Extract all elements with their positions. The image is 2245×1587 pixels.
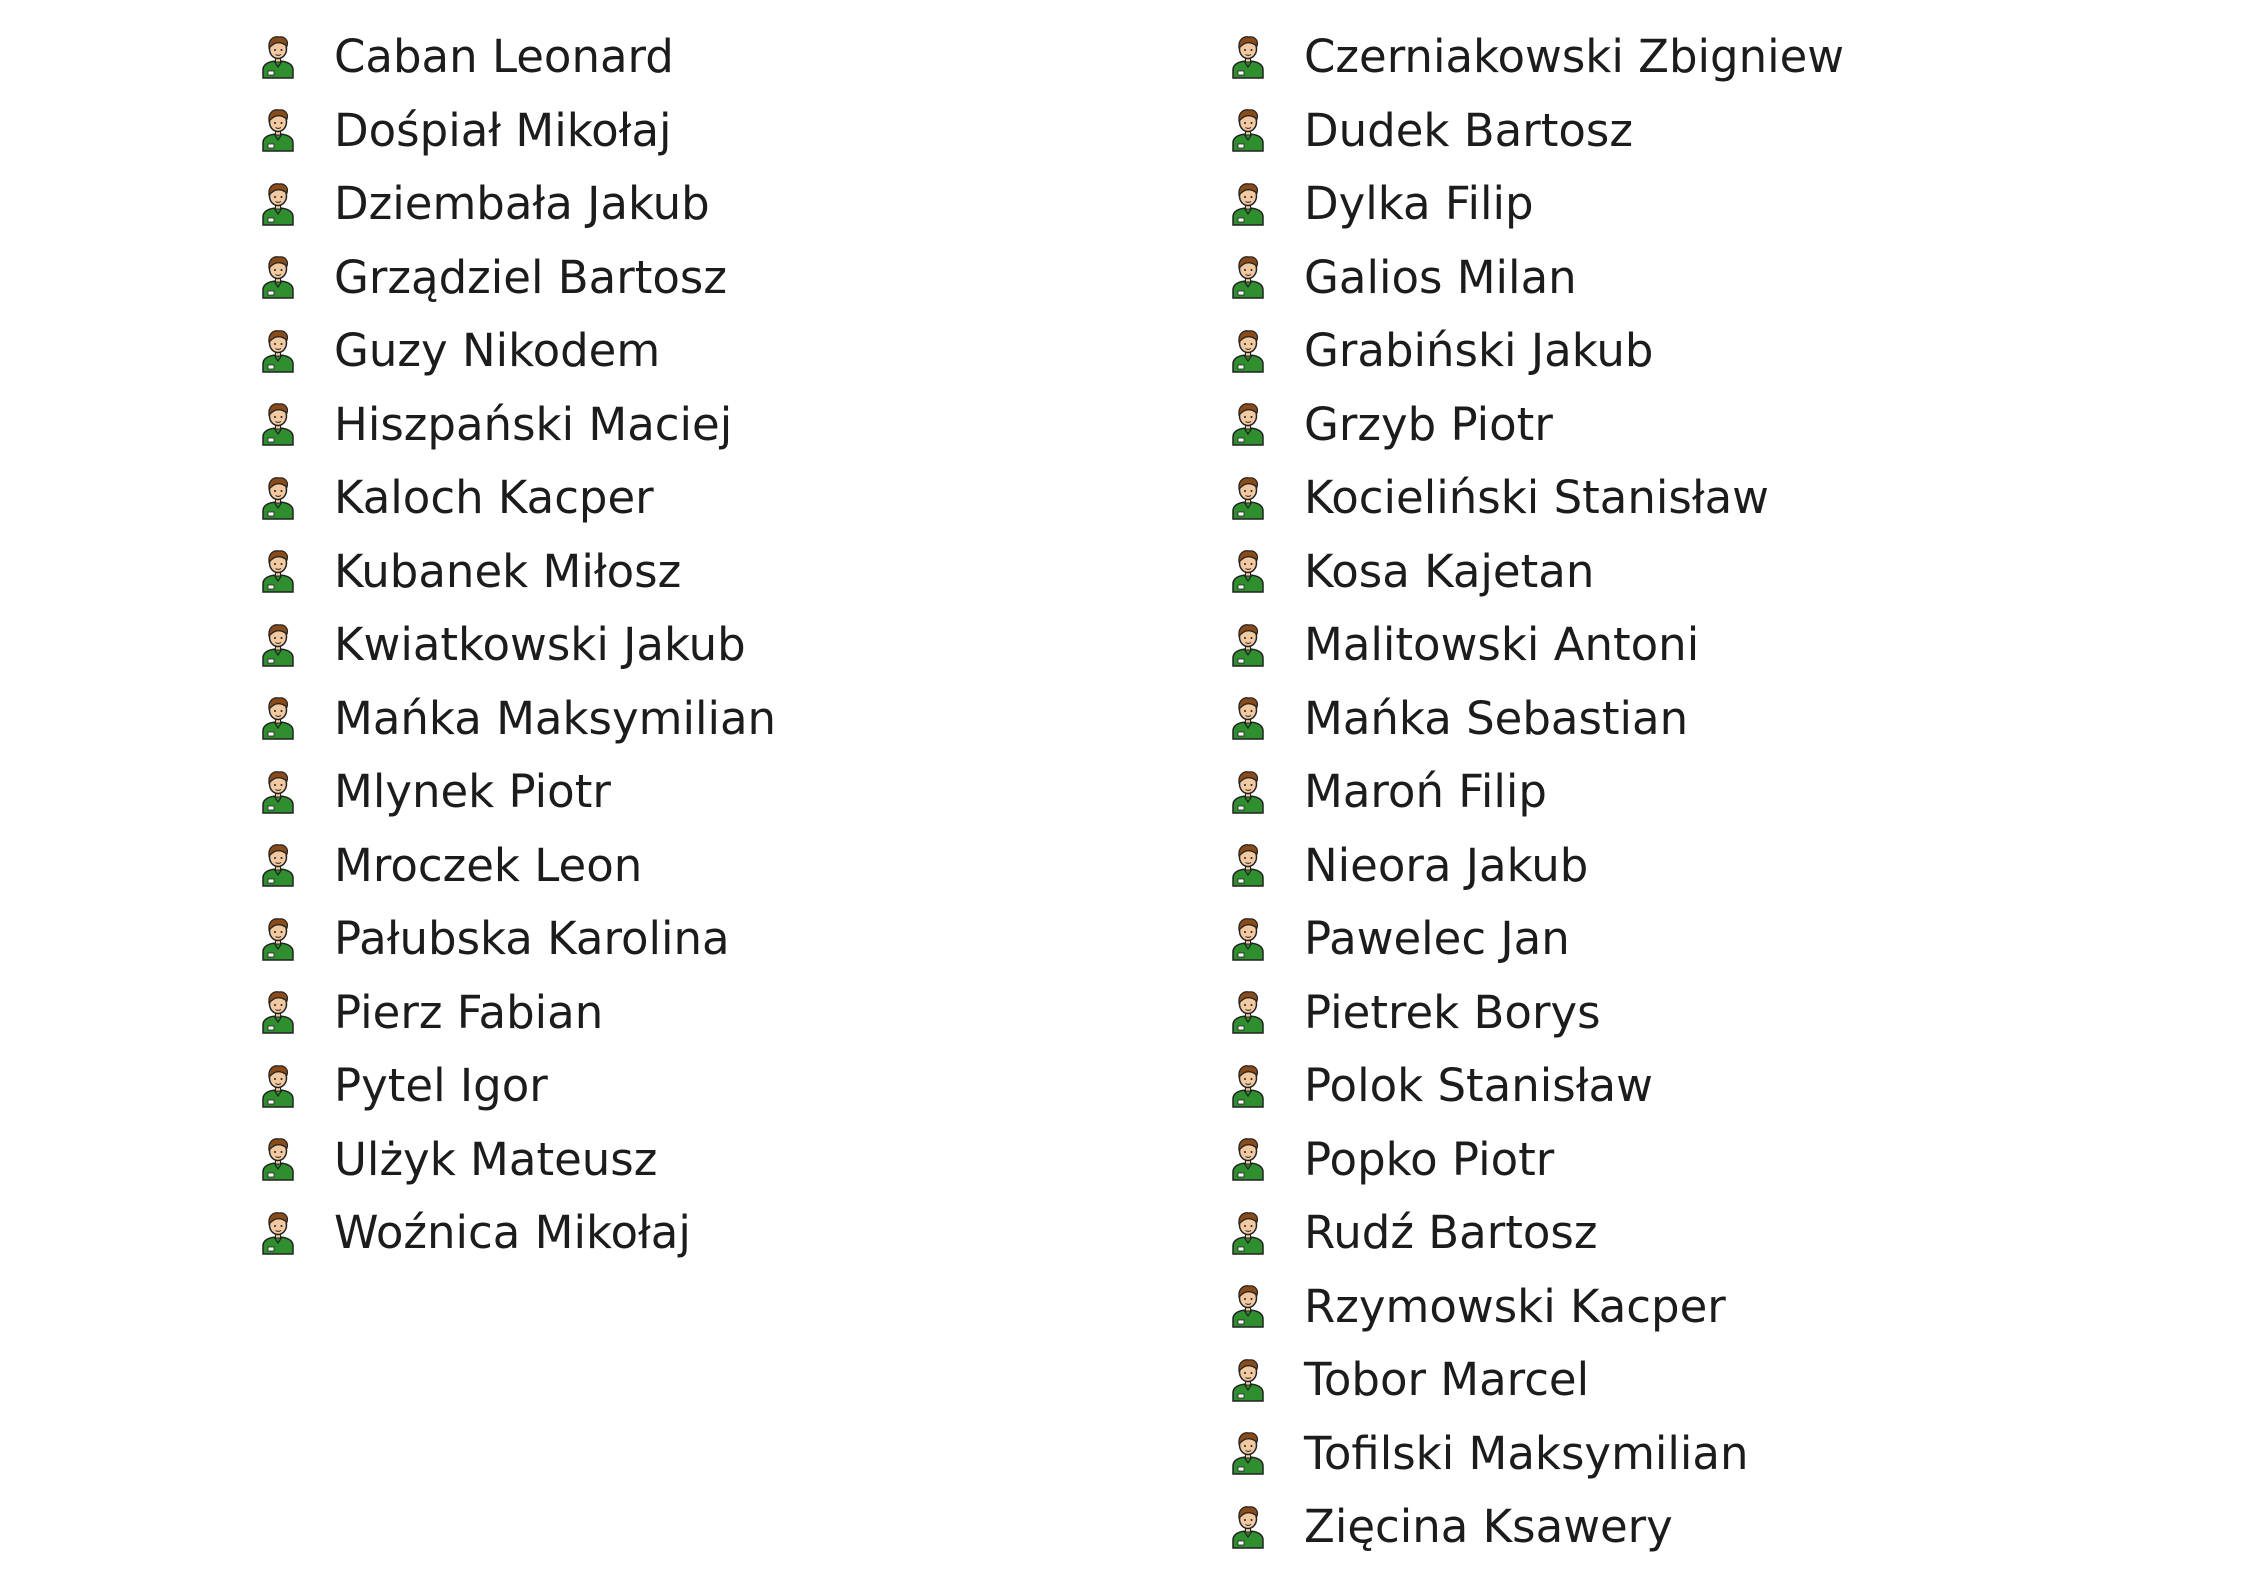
student-avatar-icon bbox=[1230, 34, 1266, 80]
student-avatar-icon bbox=[260, 622, 296, 668]
student-avatar-icon bbox=[260, 401, 296, 447]
student-list-item bbox=[260, 167, 776, 241]
student-list-item bbox=[1230, 1196, 1844, 1270]
student-name: Mlynek Piotr bbox=[334, 765, 611, 819]
student-avatar-icon bbox=[260, 328, 296, 374]
student-avatar-icon bbox=[260, 916, 296, 962]
student-name: Rzymowski Kacper bbox=[1304, 1279, 1726, 1333]
student-list-item bbox=[1230, 167, 1844, 241]
student-name: Polok Stanisław bbox=[1304, 1059, 1653, 1113]
student-list-item bbox=[1230, 1049, 1844, 1123]
student-name: Pałubska Karolina bbox=[334, 912, 730, 966]
student-name: Ulżyk Mateusz bbox=[334, 1132, 658, 1186]
student-name: Zięcina Ksawery bbox=[1304, 1500, 1673, 1554]
student-list-item bbox=[1230, 94, 1844, 168]
student-avatar-icon bbox=[260, 548, 296, 594]
student-list-right-column bbox=[1230, 20, 1844, 1564]
student-list-item bbox=[1230, 535, 1844, 609]
student-avatar-icon bbox=[1230, 695, 1266, 741]
student-avatar-icon bbox=[1230, 1210, 1266, 1256]
student-list-item bbox=[1230, 608, 1844, 682]
student-avatar-icon bbox=[1230, 328, 1266, 374]
student-avatar-icon bbox=[1230, 401, 1266, 447]
student-list-item bbox=[1230, 241, 1844, 315]
student-name: Pierz Fabian bbox=[334, 985, 604, 1039]
student-name: Dziembała Jakub bbox=[334, 177, 710, 231]
student-list-item bbox=[1230, 829, 1844, 903]
student-name: Hiszpański Maciej bbox=[334, 397, 733, 451]
student-name: Czerniakowski Zbigniew bbox=[1304, 30, 1845, 84]
student-avatar-icon bbox=[1230, 254, 1266, 300]
student-list-item bbox=[1230, 1343, 1844, 1417]
student-name: Guzy Nikodem bbox=[334, 324, 661, 378]
student-avatar-icon bbox=[1230, 1283, 1266, 1329]
student-list-item bbox=[260, 535, 776, 609]
student-name: Rudź Bartosz bbox=[1304, 1206, 1598, 1260]
student-name: Kwiatkowski Jakub bbox=[334, 618, 746, 672]
student-list-item bbox=[260, 902, 776, 976]
student-avatar-icon bbox=[260, 989, 296, 1035]
student-avatar-icon bbox=[1230, 181, 1266, 227]
student-avatar-icon bbox=[260, 1210, 296, 1256]
student-avatar-icon bbox=[260, 842, 296, 888]
student-list-item bbox=[260, 1196, 776, 1270]
student-name: Grzyb Piotr bbox=[1304, 397, 1553, 451]
student-name: Kubanek Miłosz bbox=[334, 544, 682, 598]
student-name: Caban Leonard bbox=[334, 30, 674, 84]
student-avatar-icon bbox=[1230, 622, 1266, 668]
student-list-item bbox=[1230, 388, 1844, 462]
student-list-item bbox=[260, 314, 776, 388]
student-name: Kocieliński Stanisław bbox=[1304, 471, 1769, 525]
student-list-item bbox=[1230, 902, 1844, 976]
student-name: Popko Piotr bbox=[1304, 1132, 1555, 1186]
student-name: Dudek Bartosz bbox=[1304, 103, 1633, 157]
student-avatar-icon bbox=[260, 769, 296, 815]
student-list-item bbox=[260, 388, 776, 462]
student-avatar-icon bbox=[260, 181, 296, 227]
student-name: Tobor Marcel bbox=[1304, 1353, 1590, 1407]
student-avatar-icon bbox=[260, 695, 296, 741]
student-list-item bbox=[260, 1123, 776, 1197]
student-list-item bbox=[260, 682, 776, 756]
student-name: Woźnica Mikołaj bbox=[334, 1206, 691, 1260]
student-list-item bbox=[1230, 1490, 1844, 1564]
student-list-item bbox=[260, 94, 776, 168]
student-avatar-icon bbox=[260, 475, 296, 521]
student-list-item bbox=[1230, 976, 1844, 1050]
student-name: Dośpiał Mikołaj bbox=[334, 103, 672, 157]
student-name: Kaloch Kacper bbox=[334, 471, 654, 525]
student-name: Tofilski Maksymilian bbox=[1304, 1426, 1749, 1480]
student-avatar-icon bbox=[1230, 1357, 1266, 1403]
student-name: Maroń Filip bbox=[1304, 765, 1547, 819]
student-list-item bbox=[260, 461, 776, 535]
student-avatar-icon bbox=[260, 1063, 296, 1109]
student-avatar-icon bbox=[1230, 548, 1266, 594]
student-name: Kosa Kajetan bbox=[1304, 544, 1595, 598]
student-avatar-icon bbox=[1230, 1504, 1266, 1550]
student-name: Mańka Maksymilian bbox=[334, 691, 777, 745]
student-list-left-column bbox=[260, 20, 776, 1270]
student-name: Pawelec Jan bbox=[1304, 912, 1570, 966]
student-list-item bbox=[1230, 461, 1844, 535]
student-list-item bbox=[1230, 1270, 1844, 1344]
student-avatar-icon bbox=[1230, 1136, 1266, 1182]
student-avatar-icon bbox=[1230, 107, 1266, 153]
student-list-item bbox=[260, 1049, 776, 1123]
student-list-item bbox=[1230, 1123, 1844, 1197]
student-list-item bbox=[1230, 1417, 1844, 1491]
student-list-item bbox=[260, 20, 776, 94]
student-avatar-icon bbox=[1230, 1063, 1266, 1109]
student-avatar-icon bbox=[1230, 769, 1266, 815]
student-list-item bbox=[1230, 20, 1844, 94]
student-avatar-icon bbox=[1230, 842, 1266, 888]
student-list-item bbox=[1230, 755, 1844, 829]
student-avatar-icon bbox=[260, 107, 296, 153]
student-name: Grządziel Bartosz bbox=[334, 250, 727, 304]
student-avatar-icon bbox=[1230, 916, 1266, 962]
student-avatar-icon bbox=[260, 34, 296, 80]
student-avatar-icon bbox=[260, 254, 296, 300]
student-list-item bbox=[1230, 314, 1844, 388]
student-list-item bbox=[260, 241, 776, 315]
student-name: Nieora Jakub bbox=[1304, 838, 1589, 892]
student-name: Mroczek Leon bbox=[334, 838, 643, 892]
student-list-item bbox=[260, 608, 776, 682]
student-avatar-icon bbox=[260, 1136, 296, 1182]
student-list-item bbox=[260, 976, 776, 1050]
student-list-item bbox=[260, 755, 776, 829]
student-list-item bbox=[260, 829, 776, 903]
student-name: Galios Milan bbox=[1304, 250, 1577, 304]
student-name: Grabiński Jakub bbox=[1304, 324, 1654, 378]
student-avatar-icon bbox=[1230, 1430, 1266, 1476]
student-name: Malitowski Antoni bbox=[1304, 618, 1700, 672]
student-name: Pietrek Borys bbox=[1304, 985, 1601, 1039]
student-avatar-icon bbox=[1230, 475, 1266, 521]
student-list-item bbox=[1230, 682, 1844, 756]
student-avatar-icon bbox=[1230, 989, 1266, 1035]
student-name: Dylka Filip bbox=[1304, 177, 1534, 231]
student-name: Mańka Sebastian bbox=[1304, 691, 1689, 745]
student-name: Pytel Igor bbox=[334, 1059, 548, 1113]
